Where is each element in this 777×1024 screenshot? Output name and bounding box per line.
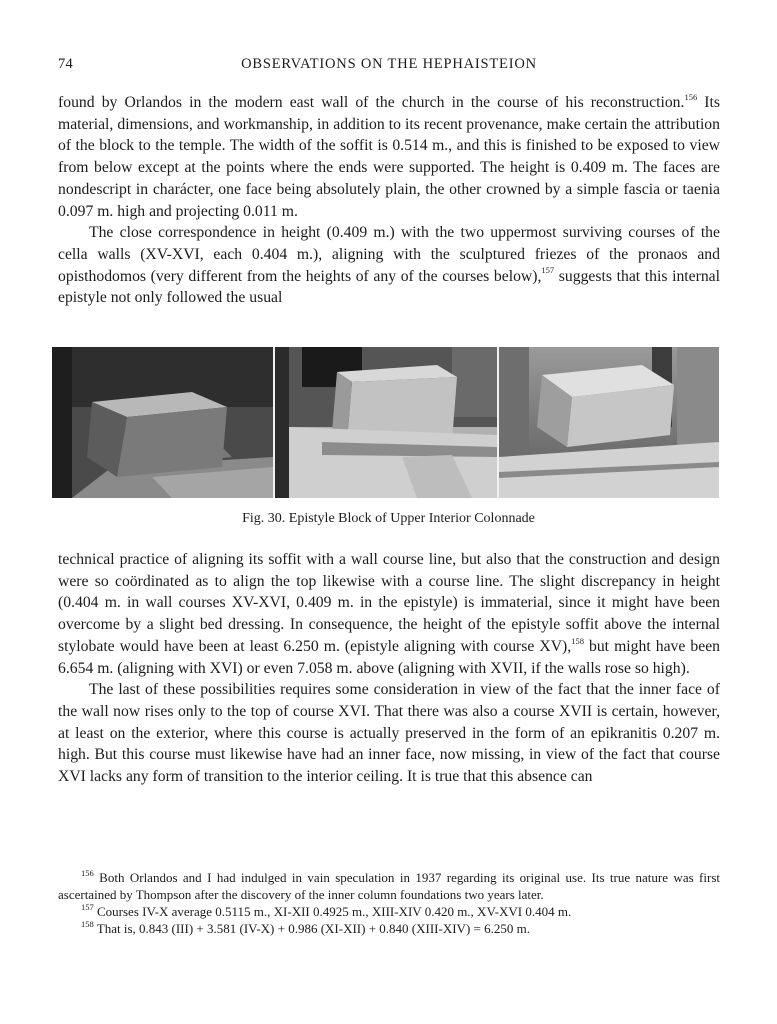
text-run: Its material, dimensions, and workmanship, in addition to its recent provenance, make certain the attribution of the block to the temple. The width of the soffit is 0.514 m., and this is finished to be exposed to view from below except at the points where the ends were supported. The height is 0.409 m. The faces are nondescript in charácter, one face being absolutely plain, the other crowned by a simple fascia or taenia 0.097 m. high and projecting 0.011 m.	[58, 94, 720, 220]
footnote-number: 156	[81, 867, 94, 878]
paragraph	[58, 222, 720, 309]
text-run: suggests that this internal epistyle not only followed the usual	[58, 267, 721, 307]
footnote	[58, 903, 720, 920]
figure-photographs	[52, 347, 719, 498]
text-run: found by Orlandos in the modern east wall of the church in the course of his reconstruction.	[58, 94, 685, 111]
body-text-bottom	[58, 549, 720, 788]
paragraph	[58, 679, 720, 788]
running-title: OBSERVATIONS ON THE HEPHAISTEION	[241, 56, 537, 72]
footnote-number: 158	[81, 918, 94, 929]
text-run: The close correspondence in height (0.409 m.) with the two uppermost surviving courses of the cella walls (XV-XVI, each 0.404 m.), aligning with the sculptured friezes of the pronaos and opisthodomos (very different from the heights of any of the courses below),	[58, 224, 720, 285]
footnote-text: Both Orlandos and I had indulged in vain speculation in 1937 regarding its original use. Its true nature was first ascertained by Thompson after the discovery of the inner column foundations two years later.	[58, 870, 720, 902]
paragraph	[58, 549, 720, 679]
footnote	[58, 920, 720, 937]
page-number: 74	[58, 56, 74, 72]
footnote-number: 157	[81, 901, 94, 912]
footnotes	[58, 869, 720, 937]
footnote-text: That is, 0.843 (III) + 3.581 (IV-X) + 0.986 (XI-XII) + 0.840 (XIII-XIV) = 6.250 m.	[93, 921, 530, 936]
footnote-ref: 156	[684, 91, 698, 102]
footnote-ref: 157	[541, 265, 555, 276]
text-run: technical practice of aligning its soffit with a wall course line, but also that the construction and design were so coördinated as to align the top likewise with a course line. The slight discrepancy in height (0.404 m. in wall courses XV-XVI, 0.409 m. in the epistyle) is immaterial, since it might have been overcome by a slight bed dressing. In consequence, the height of the epistyle soffit above the internal stylobate would have been at least 6.250 m. (epistyle aligning with course XV),	[58, 551, 720, 655]
photo-panel-2	[275, 347, 497, 498]
figure-caption: Fig. 30. Epistyle Block of Upper Interior Colonnade	[242, 511, 535, 526]
epistyle-block-photos	[52, 347, 719, 498]
footnote-text: Courses IV-X average 0.5115 m., XI-XII 0.4925 m., XIII-XIV 0.420 m., XV-XVI 0.404 m.	[93, 904, 572, 919]
text-run: The last of these possibilities requires some consideration in view of the fact that the inner face of the wall now rises only to the top of course XVI. That there was also a course XVII is certain, however, at least on the exterior, where this course is actually preserved in the form of an epikranitis 0.207 m. high. But this course must likewise have had an inner face, now missing, in view of the fact that course XVI lacks any form of transition to the interior ceiling. It is true that this absence can	[58, 681, 720, 786]
photo-panel-1	[52, 347, 273, 498]
footnote	[58, 869, 720, 903]
paragraph	[58, 92, 720, 222]
body-text-top	[58, 92, 720, 309]
running-header	[58, 56, 720, 76]
footnote-ref: 158	[571, 635, 584, 646]
text-run: but might have been 6.654 m. (aligning with XVI) or even 7.058 m. above (aligning with XVII, if the walls rose so high).	[58, 637, 720, 677]
photo-panel-3	[499, 347, 719, 498]
